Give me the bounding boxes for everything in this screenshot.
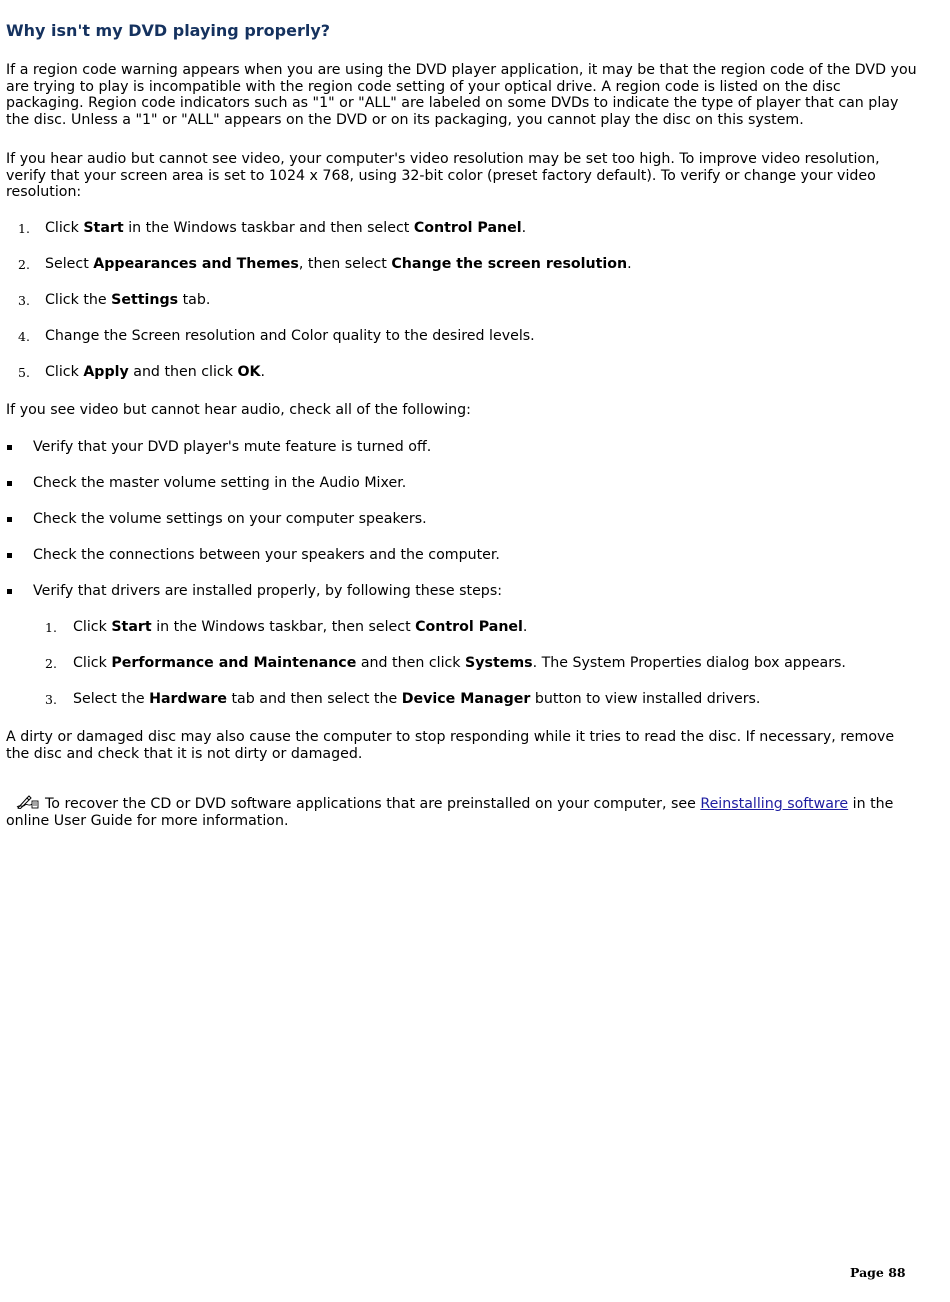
ui-term: Start: [111, 619, 152, 635]
note-pencil-icon: [16, 795, 40, 809]
bullet-icon: [7, 589, 12, 594]
step-text-run: tab.: [178, 292, 211, 308]
step-text-run: Click the: [45, 292, 112, 308]
audio-intro-paragraph: If you see video but cannot hear audio, check all of the following:: [6, 402, 471, 418]
step-text-run: .: [521, 220, 527, 236]
step-number: 3.: [45, 692, 57, 707]
ui-term: Systems: [465, 655, 533, 671]
reinstalling-software-link[interactable]: Reinstalling software: [700, 796, 849, 812]
ui-term: Start: [83, 220, 124, 236]
ui-term: Change the screen resolution: [391, 256, 628, 272]
step-text-run: tab and then select the: [226, 691, 402, 707]
list-item: [6, 511, 921, 529]
list-item: [6, 655, 921, 673]
step-number: 3.: [18, 293, 30, 308]
ui-term: Appearances and Themes: [93, 256, 299, 272]
check-text: Check the volume settings on your computer speakers.: [33, 511, 427, 527]
check-text: Check the connections between your speakers and the computer.: [33, 547, 500, 563]
page-number: Page 88: [850, 1265, 906, 1280]
region-code-paragraph: If a region code warning appears when you are using the DVD player application, it may be that the region code of the DVD you are trying to play is incompatible with the region code setting of your optical drive. A region code is listed on the disc packaging. Region code indicators such as "1" or "ALL" are labeled on some DVDs to indicate the type of player that can play the disc. Unless a "1" or "ALL" appears on the DVD or on its packaging, you cannot play the disc on this system.: [6, 62, 917, 128]
step-number: 1.: [45, 620, 57, 635]
step-text-run: , then select: [298, 256, 392, 272]
step-number: 2.: [18, 257, 30, 272]
step-text-run: .: [260, 364, 266, 380]
bullet-icon: [7, 445, 12, 450]
step-text-run: and then click: [356, 655, 466, 671]
step-text-run: Change the Screen resolution and Color quality to the desired levels.: [45, 328, 535, 344]
check-text: Verify that drivers are installed properly, by following these steps:: [33, 583, 502, 599]
step-text: [73, 655, 846, 672]
step-number: 2.: [45, 656, 57, 671]
list-item: [6, 475, 921, 493]
list-item: [6, 256, 921, 274]
step-text: [73, 691, 760, 708]
step-text-run: Select: [45, 256, 94, 272]
page-title: Why isn't my DVD playing properly?: [6, 21, 331, 40]
bullet-icon: [7, 553, 12, 558]
step-text: [73, 619, 527, 636]
list-item: [6, 328, 921, 346]
step-text-run: Click: [45, 220, 84, 236]
step-text-run: in the Windows taskbar and then select: [123, 220, 414, 236]
note-text-before: To recover the CD or DVD software applications that are preinstalled on your computer, see: [45, 796, 701, 812]
step-text-run: button to view installed drivers.: [530, 691, 761, 707]
step-text: [45, 292, 210, 309]
list-item: [6, 619, 921, 637]
step-text-run: .: [522, 619, 528, 635]
step-text-run: . The System Properties dialog box appears.: [532, 655, 846, 671]
list-item: [6, 583, 921, 601]
step-text: [45, 364, 265, 381]
step-text-run: Click: [45, 364, 84, 380]
bullet-icon: [7, 517, 12, 522]
list-item: [6, 364, 921, 382]
list-item: [6, 691, 921, 709]
bullet-icon: [7, 481, 12, 486]
step-text: [45, 220, 526, 237]
step-text-run: in the Windows taskbar, then select: [151, 619, 416, 635]
dirty-disc-paragraph: A dirty or damaged disc may also cause the computer to stop responding while it tries to read the disc. If necessary, remove the disc and check that it is not dirty or damaged.: [6, 729, 895, 762]
step-text-run: Click: [73, 655, 112, 671]
step-text-run: .: [627, 256, 632, 272]
step-text-run: and then click: [128, 364, 238, 380]
check-text: Verify that your DVD player's mute feature is turned off.: [33, 439, 432, 455]
ui-term: Performance and Maintenance: [111, 655, 357, 671]
list-item: [6, 220, 921, 238]
note-paragraph: [6, 795, 921, 829]
ui-term: Control Panel: [413, 220, 522, 236]
note-text-after: in the online User Guide for more information.: [6, 796, 894, 829]
ui-term: Hardware: [149, 691, 227, 707]
step-text-run: Click: [73, 619, 112, 635]
list-item: [6, 547, 921, 565]
step-number: 4.: [18, 329, 30, 344]
list-item: [6, 292, 921, 310]
step-text-run: Select the: [73, 691, 150, 707]
ui-term: Settings: [111, 292, 179, 308]
ui-term: OK: [237, 364, 261, 380]
step-number: 1.: [18, 221, 30, 236]
video-resolution-paragraph: If you hear audio but cannot see video, your computer's video resolution may be set too high. To improve video resolution, verify that your screen area is set to 1024 x 768, using 32-bit color (preset factory default). To verify or change your video resolution:: [6, 151, 880, 200]
list-item: [6, 439, 921, 457]
ui-term: Apply: [83, 364, 129, 380]
step-text: [45, 328, 535, 345]
step-number: 5.: [18, 365, 30, 380]
step-text: [45, 256, 632, 273]
ui-term: Device Manager: [401, 691, 531, 707]
ui-term: Control Panel: [415, 619, 523, 635]
check-text: Check the master volume setting in the Audio Mixer.: [33, 475, 407, 491]
